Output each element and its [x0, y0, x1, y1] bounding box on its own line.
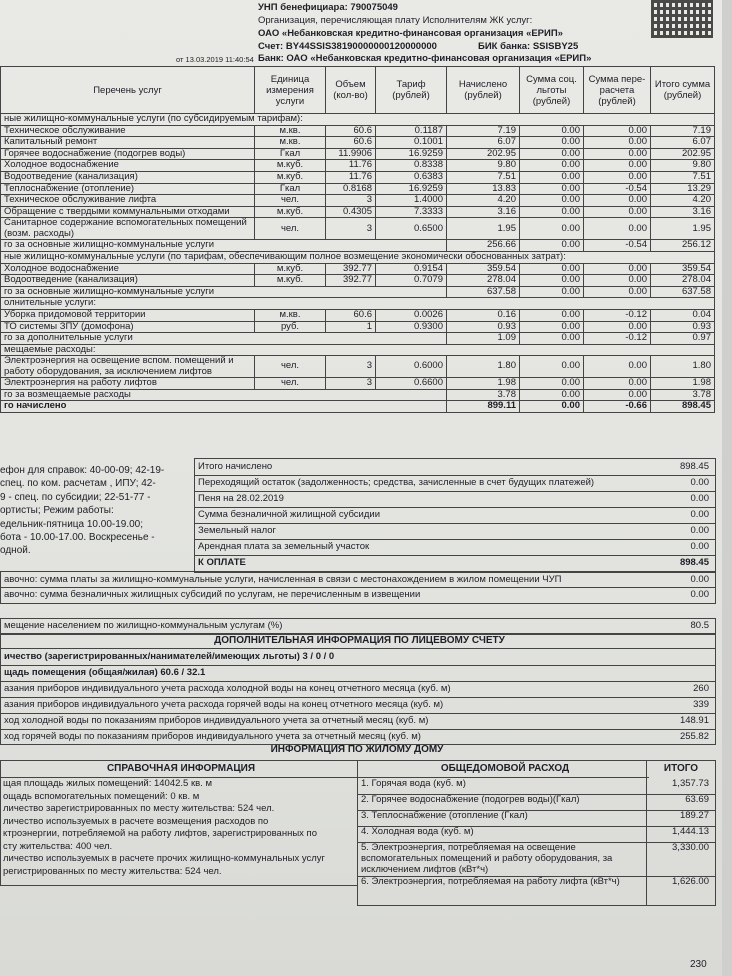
charged-cell: 278.04: [447, 275, 520, 287]
charged-cell: 1.80: [447, 356, 520, 378]
total-cell: 0.97: [651, 333, 715, 345]
subtotal-label: го за возмещаемые расходы: [1, 389, 447, 401]
charged-cell: 1.09: [447, 333, 520, 345]
table-row: [1, 333, 715, 345]
unp-line: УНП бенефициара: 790075049: [258, 2, 398, 13]
common-usage-label: 5. Электроэнергия, потребляемая на освещение вспомогательных помещений и работу оборудования, за исключением лифтов (кВт*ч): [361, 842, 613, 875]
total-cell: 6.07: [651, 137, 715, 149]
unit-cell: чел.: [255, 378, 326, 390]
common-usage-value: 63.69: [685, 794, 709, 805]
common-usage-label: 3. Теплоснабжение (отопление (Гкал): [361, 810, 528, 821]
total-cell: 898.45: [651, 401, 715, 413]
recalc-cell: 0.00: [584, 378, 651, 390]
summary-value: 0.00: [690, 477, 709, 488]
recalc-cell: -0.54: [584, 240, 651, 252]
section-title: ные жилищно-коммунальные услуги (по тарифам, обеспечивающим полное возмещение экономически обоснованных затрат):: [1, 251, 715, 263]
summary-value: 0.00: [690, 493, 709, 504]
service-name-cell: Уборка придомовой территории: [1, 309, 255, 321]
summary-value: 0.00: [690, 509, 709, 520]
table-row: [1, 389, 715, 401]
account-info-label: ичество (зарегистрированных/нанимателей/имеющих льготы) 3 / 0 / 0: [4, 651, 335, 662]
account-info-table: [0, 633, 716, 745]
common-usage-value: 1,444.13: [672, 826, 709, 837]
bank-line: Банк: ОАО «Небанковская кредитно-финансовая организация «ЕРИП»: [258, 53, 592, 64]
recalc-cell: 0.00: [584, 125, 651, 137]
unit-cell: чел.: [255, 356, 326, 378]
service-name-cell: Горячее водоснабжение (подогрев воды): [1, 148, 255, 160]
service-name-cell: Электроэнергия на освещение вспом. помещений и работу оборудования, за исключением лифтов: [1, 356, 255, 378]
total-cell: 637.58: [651, 286, 715, 298]
tariff-cell: 0.1001: [376, 137, 447, 149]
table-row: [1, 251, 715, 263]
account-info-label: азания приборов индивидуального учета расхода холодной воды на конец отчетного месяца (куб. м): [4, 683, 451, 694]
ref-line: личество используемых в расчете прочих жилищно-коммунальных услуг: [3, 853, 325, 864]
common-usage-value: 1,357.73: [672, 778, 709, 789]
table-row: [1, 114, 715, 126]
unit-cell: м.куб.: [255, 160, 326, 172]
total-cell: 359.54: [651, 263, 715, 275]
account-info-value: 148.91: [679, 715, 709, 726]
total-cell: 256.12: [651, 240, 715, 252]
service-name-cell: Обращение с твердыми коммунальными отходами: [1, 206, 255, 218]
service-name-cell: Техническое обслуживание лифта: [1, 195, 255, 207]
charged-cell: 13.83: [447, 183, 520, 195]
recalc-cell: -0.12: [584, 309, 651, 321]
account-info-row: [1, 665, 715, 682]
account-info-label: ход горячей воды по показаниям приборов индивидуального учета за отчетный месяц (куб. м): [4, 731, 421, 742]
qty-cell: 392.77: [326, 263, 376, 275]
ref-line: регистрированных по месту жительства: 524 чел.: [3, 865, 222, 877]
qty-cell: 0.4305: [326, 206, 376, 218]
account-info-title: ДОПОЛНИТЕЛЬНАЯ ИНФОРМАЦИЯ ПО ЛИЦЕВОМУ СЧЕТУ: [1, 634, 715, 649]
summary-row: [195, 507, 715, 524]
contact-line: 9 - спец. по субсидии; 22-51-77 -: [0, 491, 151, 503]
recalc-cell: 0.00: [584, 356, 651, 378]
table-row: [1, 263, 715, 275]
section-title: мещаемые расходы:: [1, 344, 715, 356]
house-ref-block: [0, 760, 358, 886]
account-info-label: ход холодной воды по показаниям приборов индивидуального учета за отчетный месяц (куб. м): [4, 715, 429, 726]
recalc-cell: 0.00: [584, 263, 651, 275]
service-name-cell: Электроэнергия на работу лифтов: [1, 378, 255, 390]
tariff-cell: 0.6500: [376, 218, 447, 240]
note-value: 0.00: [690, 574, 709, 585]
benefit-cell: 0.00: [520, 240, 584, 252]
service-name-cell: Техническое обслуживание: [1, 125, 255, 137]
col-header-benefit: Сумма соц. льготы (рублей): [520, 67, 584, 114]
charged-cell: 1.95: [447, 218, 520, 240]
summary-value: 898.45: [679, 461, 709, 472]
unit-cell: Гкал: [255, 183, 326, 195]
unit-cell: Гкал: [255, 148, 326, 160]
subtotal-label: го за основные жилищно-коммунальные услуги: [1, 286, 447, 298]
col-header-tariff: Тариф (рублей): [376, 67, 447, 114]
summary-table: [194, 458, 716, 573]
total-cell: 0.04: [651, 309, 715, 321]
common-usage-value: 1,626.00: [672, 876, 709, 887]
tariff-cell: 16.9259: [376, 183, 447, 195]
common-usage-value: 189.27: [679, 810, 709, 821]
ref-line: ощадь вспомогательных помещений: 0 кв. м: [3, 790, 200, 802]
common-usage-row: [358, 842, 715, 877]
qr-code-icon: [651, 0, 713, 38]
tariff-cell: 7.3333: [376, 206, 447, 218]
account-info-label: щадь помещения (общая/жилая) 60.6 / 32.1: [4, 667, 206, 678]
col-header-qty: Объем (кол-во): [326, 67, 376, 114]
house-info-title: ИНФОРМАЦИЯ ПО ЖИЛОМУ ДОМУ: [270, 744, 444, 755]
common-usage-row: [358, 826, 715, 843]
column-divider: [646, 761, 647, 905]
table-row: [1, 160, 715, 172]
summary-value: 898.45: [679, 557, 709, 568]
coverage-label: мещение населением по жилищно-коммунальным услугам (%): [4, 620, 283, 631]
common-usage-label: 2. Горячее водоснабжение (подогрев воды)(Гкал): [361, 794, 580, 805]
section-title: олнительные услуги:: [1, 298, 715, 310]
table-row: [1, 171, 715, 183]
charged-cell: 7.19: [447, 125, 520, 137]
benefit-cell: 0.00: [520, 356, 584, 378]
table-row: [1, 183, 715, 195]
charged-cell: 4.20: [447, 195, 520, 207]
account-line: Счет: BY44SSIS38190000000120000000: [258, 41, 437, 52]
tariff-cell: 0.8338: [376, 160, 447, 172]
total-cell: 278.04: [651, 275, 715, 287]
service-name-cell: Санитарное содержание вспомогательных помещений (возм. расходы): [1, 218, 255, 240]
contact-line: ефон для справок: 40-00-09; 42-19-: [0, 465, 165, 476]
total-cell: 3.78: [651, 389, 715, 401]
account-info-value: 339: [693, 699, 709, 710]
table-row: [1, 240, 715, 252]
summary-label: Переходящий остаток (задолженность; средства, зачисленные в счет будущих платежей): [198, 477, 595, 488]
charged-cell: 0.16: [447, 309, 520, 321]
recalc-cell: 0.00: [584, 137, 651, 149]
tariff-cell: 0.6383: [376, 171, 447, 183]
contact-line: бота - 10.00-17.00. Воскресенье -: [0, 532, 155, 544]
total-cell: 1.95: [651, 218, 715, 240]
qty-cell: 11.76: [326, 171, 376, 183]
col-header-service: Перечень услуг: [1, 67, 255, 114]
subtotal-label: го за основные жилищно-коммунальные услуги: [1, 240, 447, 252]
table-row: [1, 286, 715, 298]
account-info-label: азания приборов индивидуального учета расхода горячей воды на конец отчетного месяца (куб. м): [4, 699, 444, 710]
recalc-cell: 0.00: [584, 218, 651, 240]
org-name: ОАО «Небанковская кредитно-финансовая организация «ЕРИП»: [258, 28, 563, 39]
qty-cell: 60.6: [326, 125, 376, 137]
tariff-cell: 0.9300: [376, 321, 447, 333]
recalc-cell: 0.00: [584, 148, 651, 160]
total-cell: 1.98: [651, 378, 715, 390]
tariff-cell: 0.1187: [376, 125, 447, 137]
table-row: [1, 356, 715, 378]
unit-cell: м.кв.: [255, 125, 326, 137]
qty-cell: 3: [326, 195, 376, 207]
unit-cell: руб.: [255, 321, 326, 333]
table-row: [1, 195, 715, 207]
qty-cell: 3: [326, 378, 376, 390]
benefit-cell: 0.00: [520, 137, 584, 149]
recalc-cell: 0.00: [584, 160, 651, 172]
service-name-cell: Холодное водоснабжение: [1, 263, 255, 275]
recalc-cell: 0.00: [584, 321, 651, 333]
charged-cell: 3.16: [447, 206, 520, 218]
summary-label: Итого начислено: [198, 461, 273, 472]
benefit-cell: 0.00: [520, 321, 584, 333]
total-cell: 9.80: [651, 160, 715, 172]
table-row: [1, 275, 715, 287]
charged-cell: 7.51: [447, 171, 520, 183]
benefit-cell: 0.00: [520, 195, 584, 207]
qty-cell: 11.9906: [326, 148, 376, 160]
qty-cell: 3: [326, 356, 376, 378]
qty-cell: 11.76: [326, 160, 376, 172]
contact-line: одной.: [0, 545, 31, 557]
table-row: [1, 206, 715, 218]
summary-row: [195, 555, 715, 571]
summary-row: [195, 459, 715, 476]
ref-line: щая площадь жилых помещений: 14042.5 кв. м: [3, 778, 212, 789]
recalc-cell: -0.12: [584, 333, 651, 345]
ref-line: личество используемых в расчете возмещения расходов по: [3, 815, 269, 827]
charged-cell: 0.93: [447, 321, 520, 333]
col-header-total: Итого сумма (рублей): [651, 67, 715, 114]
charged-cell: 637.58: [447, 286, 520, 298]
unit-cell: м.куб.: [255, 275, 326, 287]
benefit-cell: 0.00: [520, 183, 584, 195]
table-row: [1, 298, 715, 310]
note-value: 0.00: [690, 589, 709, 600]
summary-label: Пеня на 28.02.2019: [198, 493, 284, 504]
charged-cell: 3.78: [447, 389, 520, 401]
total-cell: 202.95: [651, 148, 715, 160]
account-info-row: [1, 729, 715, 745]
tariff-cell: 0.6000: [376, 356, 447, 378]
table-row: [1, 309, 715, 321]
qty-cell: 1: [326, 321, 376, 333]
subtotal-label: го за дополнительные услуги: [1, 333, 447, 345]
unit-cell: м.куб.: [255, 206, 326, 218]
col-header-charged: Начислено (рублей): [447, 67, 520, 114]
note-label: авочно: сумма платы за жилищно-коммунальные услуги, начисленная в связи с местонахождением в жилом помещении ЧУП: [4, 574, 562, 585]
contact-info: [0, 464, 164, 558]
section-title: ные жилищно-коммунальные услуги (по субсидируемым тарифам):: [1, 114, 715, 126]
summary-label: Арендная плата за земельный участок: [198, 541, 370, 552]
tariff-cell: 0.7079: [376, 275, 447, 287]
common-usage-row: [358, 876, 715, 900]
benefit-cell: 0.00: [520, 125, 584, 137]
recalc-cell: -0.54: [584, 183, 651, 195]
benefit-cell: 0.00: [520, 275, 584, 287]
common-usage-label: 4. Холодная вода (куб. м): [361, 826, 474, 837]
account-info-row: [1, 697, 715, 714]
benefit-cell: 0.00: [520, 171, 584, 183]
account-info-value: 255.82: [679, 731, 709, 742]
tariff-cell: 0.6600: [376, 378, 447, 390]
note-row: [1, 587, 715, 602]
service-name-cell: Водоотведение (канализация): [1, 275, 255, 287]
contact-line: спец. по ком. расчетам , ИПУ; 42-: [0, 478, 156, 490]
service-name-cell: Капитальный ремонт: [1, 137, 255, 149]
recalc-cell: -0.66: [584, 401, 651, 413]
charged-cell: 359.54: [447, 263, 520, 275]
total-cell: 3.16: [651, 206, 715, 218]
benefit-cell: 0.00: [520, 378, 584, 390]
benefit-cell: 0.00: [520, 160, 584, 172]
common-usage-label: 6. Электроэнергия, потребляемая на работу лифта (кВт*ч): [361, 876, 620, 887]
charged-cell: 202.95: [447, 148, 520, 160]
total-cell: 7.51: [651, 171, 715, 183]
account-info-row: [1, 649, 715, 666]
benefit-cell: 0.00: [520, 309, 584, 321]
grand-total-label: го начислено: [1, 401, 447, 413]
benefit-cell: 0.00: [520, 263, 584, 275]
contact-line: едельник-пятница 10.00-19.00;: [0, 518, 144, 530]
total-cell: 4.20: [651, 195, 715, 207]
total-cell: 7.19: [651, 125, 715, 137]
unit-cell: м.куб.: [255, 171, 326, 183]
table-row: [1, 378, 715, 390]
ref-title: СПРАВОЧНАЯ ИНФОРМАЦИЯ: [1, 761, 358, 778]
benefit-cell: 0.00: [520, 218, 584, 240]
table-row: [1, 148, 715, 160]
table-row: [1, 125, 715, 137]
common-usage-table: [357, 760, 716, 906]
account-info-value: 260: [693, 683, 709, 694]
benefit-cell: 0.00: [520, 206, 584, 218]
summary-value: 0.00: [690, 525, 709, 536]
total-cell: 1.80: [651, 356, 715, 378]
coverage-value: 80.5: [690, 620, 709, 631]
col-header-unit: Единица измерения услуги: [255, 67, 326, 114]
charged-cell: 256.66: [447, 240, 520, 252]
service-name-cell: Водоотведение (канализация): [1, 171, 255, 183]
service-name-cell: Холодное водоснабжение: [1, 160, 255, 172]
bik-line: БИК банка: SSISBY25: [478, 41, 579, 52]
table-row: [1, 218, 715, 240]
table-row: [1, 321, 715, 333]
tariff-cell: 16.9259: [376, 148, 447, 160]
col-header-recalc: Сумма пере-расчета (рублей): [584, 67, 651, 114]
account-info-row: [1, 713, 715, 730]
recalc-cell: 0.00: [584, 171, 651, 183]
qty-cell: 60.6: [326, 309, 376, 321]
charged-cell: 899.11: [447, 401, 520, 413]
table-row: [1, 344, 715, 356]
summary-row: [195, 475, 715, 492]
summary-value: 0.00: [690, 541, 709, 552]
benefit-cell: 0.00: [520, 389, 584, 401]
qty-cell: 60.6: [326, 137, 376, 149]
qty-cell: 0.8168: [326, 183, 376, 195]
summary-label: К ОПЛАТЕ: [198, 557, 246, 568]
benefit-cell: 0.00: [520, 333, 584, 345]
table-row: [1, 137, 715, 149]
charged-cell: 6.07: [447, 137, 520, 149]
summary-label: Сумма безналичной жилищной субсидии: [198, 509, 381, 520]
recalc-cell: 0.00: [584, 195, 651, 207]
service-name-cell: ТО системы ЗПУ (домофона): [1, 321, 255, 333]
unit-cell: м.кв.: [255, 137, 326, 149]
total-cell: 0.93: [651, 321, 715, 333]
charged-cell: 1.98: [447, 378, 520, 390]
tariff-cell: 0.0026: [376, 309, 447, 321]
recalc-cell: 0.00: [584, 389, 651, 401]
summary-row: [195, 491, 715, 508]
common-usage-value: 3,330.00: [672, 842, 709, 853]
unit-cell: м.куб.: [255, 263, 326, 275]
qty-cell: 392.77: [326, 275, 376, 287]
contact-line: ортисты; Режим работы:: [0, 505, 114, 517]
org-label: Организация, перечисляющая плату Исполнителям ЖК услуг:: [258, 15, 533, 26]
recalc-cell: 0.00: [584, 206, 651, 218]
charged-cell: 9.80: [447, 160, 520, 172]
note-label: авочно: сумма безналичных жилищных субсидий по услугам, не перечисленным в извещении: [4, 589, 421, 600]
issue-date: от 13.03.2019 11:40:54: [176, 55, 254, 64]
qty-cell: 3: [326, 218, 376, 240]
services-table: [0, 66, 715, 413]
total-cell: 13.29: [651, 183, 715, 195]
common-usage-row: [358, 810, 715, 827]
notes-table: [0, 571, 716, 604]
benefit-cell: 0.00: [520, 286, 584, 298]
ref-line: сту жительства: 400 чел.: [3, 840, 113, 852]
summary-row: [195, 539, 715, 556]
common-total-title: ИТОГО: [663, 763, 699, 774]
ref-line: личество зарегистрированных по месту жительства: 524 чел.: [3, 803, 275, 814]
unit-cell: чел.: [255, 195, 326, 207]
note-row: [1, 572, 715, 588]
table-row: [1, 401, 715, 413]
recalc-cell: 0.00: [584, 286, 651, 298]
common-usage-label: 1. Горячая вода (куб. м): [361, 778, 466, 789]
ref-line: ктроэнергии, потребляемой на работу лифтов, зарегистрированных по: [3, 828, 317, 839]
service-name-cell: Теплоснабжение (отопление): [1, 183, 255, 195]
summary-label: Земельный налог: [198, 525, 276, 536]
benefit-cell: 0.00: [520, 401, 584, 413]
common-usage-row: [358, 778, 715, 795]
page-number: 230: [690, 959, 707, 970]
unit-cell: чел.: [255, 218, 326, 240]
common-title: ОБЩЕДОМОВОЙ РАСХОД: [358, 761, 649, 778]
benefit-cell: 0.00: [520, 148, 584, 160]
summary-row: [195, 523, 715, 540]
unit-cell: м.кв.: [255, 309, 326, 321]
recalc-cell: 0.00: [584, 275, 651, 287]
tariff-cell: 1.4000: [376, 195, 447, 207]
tariff-cell: 0.9154: [376, 263, 447, 275]
account-info-row: [1, 681, 715, 698]
common-usage-row: [358, 794, 715, 811]
